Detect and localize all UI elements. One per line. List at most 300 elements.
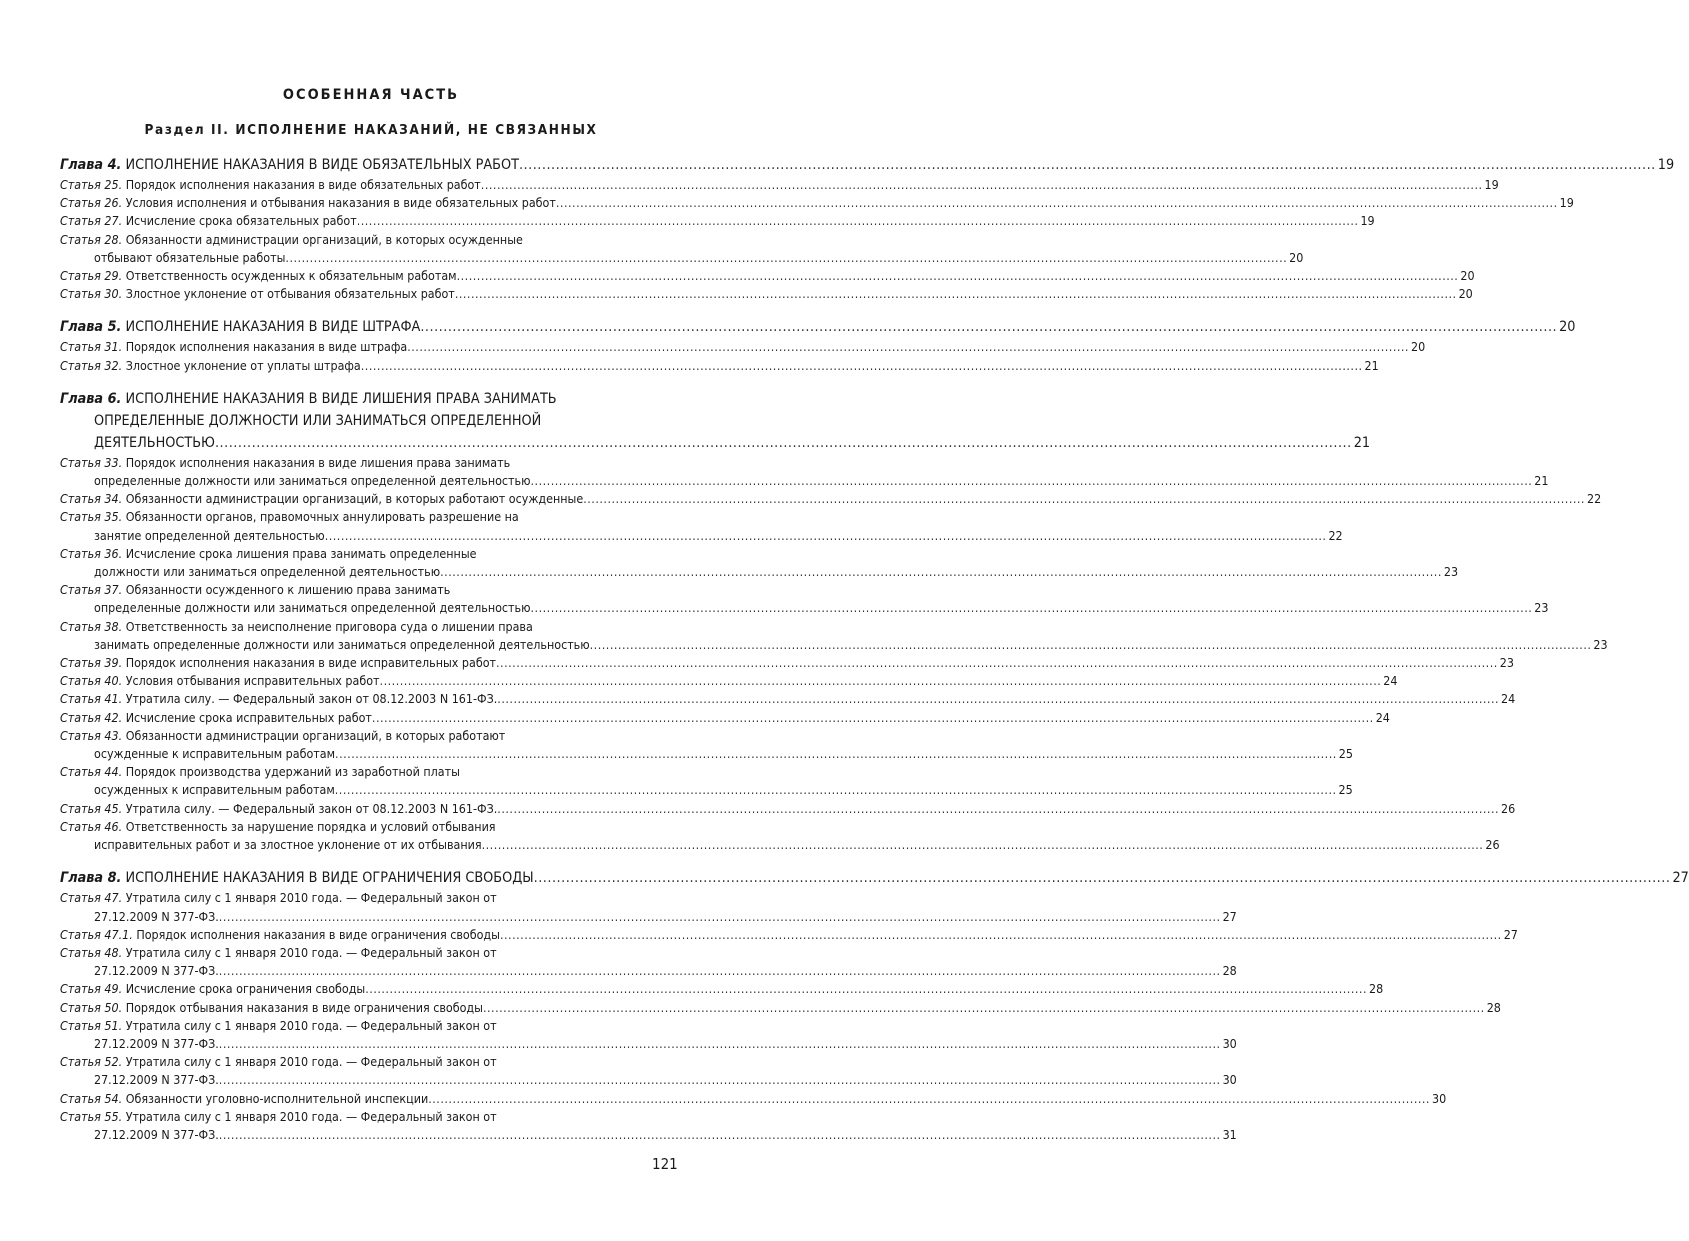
page-ref: 21 bbox=[1364, 357, 1379, 373]
toc-line bbox=[60, 727, 682, 745]
toc-text bbox=[60, 454, 510, 472]
article-entry bbox=[60, 357, 1379, 375]
article-entry bbox=[60, 176, 1499, 194]
article-title: 27.12.2009 N 377-ФЗ. bbox=[94, 908, 219, 924]
article-title: Условия исполнения и отбывания наказания в виде обязательных работ bbox=[125, 195, 556, 211]
toc-text bbox=[60, 1017, 497, 1035]
toc-text bbox=[94, 432, 215, 454]
toc-line bbox=[60, 267, 1475, 285]
toc-line bbox=[60, 432, 1371, 454]
article-title: Порядок исполнения наказания в виде лишения права занимать bbox=[125, 454, 511, 470]
toc-text bbox=[94, 1035, 219, 1053]
toc-text bbox=[60, 727, 505, 745]
article-title: определенные должности или заниматься определенной деятельностью bbox=[94, 600, 531, 616]
article-entry bbox=[60, 889, 1237, 925]
article-entry bbox=[60, 454, 1549, 490]
page-ref: 28 bbox=[1222, 963, 1237, 979]
article-entry bbox=[60, 654, 1514, 672]
dot-leader bbox=[583, 490, 1585, 508]
article-entry bbox=[60, 709, 1390, 727]
dot-leader bbox=[457, 267, 1459, 285]
article-entry bbox=[60, 800, 1516, 818]
page-ref: 20 bbox=[1559, 319, 1576, 336]
article-title: 27.12.2009 N 377-ФЗ. bbox=[94, 1126, 219, 1142]
toc-text bbox=[60, 889, 497, 907]
article-title: Обязанности администрации организаций, в которых работают осужденные bbox=[125, 491, 584, 507]
page-ref: 21 bbox=[1534, 473, 1549, 489]
toc-line bbox=[60, 563, 1459, 581]
article-entry bbox=[60, 818, 1500, 854]
article-title: Утратила силу. — Федеральный закон от 08.12.2003 N 161-ФЗ. bbox=[125, 800, 498, 816]
chapter-label: Глава 6. bbox=[60, 390, 122, 407]
toc-text bbox=[94, 908, 219, 926]
article-entry bbox=[60, 999, 1501, 1017]
toc-line bbox=[60, 154, 1675, 176]
article-title: занимать определенные должности или заниматься определенной деятельностью bbox=[94, 636, 590, 652]
dot-leader bbox=[534, 867, 1671, 889]
article-entry bbox=[60, 672, 1398, 690]
article-label: Статья 28. bbox=[60, 231, 123, 247]
article-title: Утратила силу с 1 января 2010 года. — Федеральный закон от bbox=[125, 1017, 497, 1033]
page-ref: 30 bbox=[1222, 1035, 1237, 1051]
toc-line bbox=[60, 781, 1353, 799]
dot-leader bbox=[372, 709, 1374, 727]
toc-text bbox=[60, 690, 497, 708]
page-ref: 30 bbox=[1431, 1090, 1447, 1106]
toc-line bbox=[60, 926, 1518, 944]
article-entry bbox=[60, 581, 1549, 617]
article-entry bbox=[60, 1053, 1237, 1089]
chapter-title: ИСПОЛНЕНИЕ НАКАЗАНИЯ В ВИДЕ ШТРАФА bbox=[125, 319, 421, 336]
article-title: осужденных к исправительным работам bbox=[94, 782, 335, 798]
article-title: Злостное уклонение от уплаты штрафа bbox=[125, 357, 361, 373]
article-label: Статья 40. bbox=[60, 673, 123, 689]
dot-leader bbox=[407, 338, 1409, 356]
article-label: Статья 32. bbox=[60, 357, 123, 373]
toc-line bbox=[60, 1126, 1237, 1144]
toc-text bbox=[94, 781, 335, 799]
article-title: Обязанности администрации организаций, в которых осужденные bbox=[125, 231, 523, 247]
article-label: Статья 43. bbox=[60, 727, 123, 743]
toc-line bbox=[60, 410, 682, 432]
toc-text bbox=[94, 599, 531, 617]
article-entry bbox=[60, 285, 1473, 303]
article-title: Обязанности уголовно-исполнительной инспекции bbox=[125, 1090, 429, 1106]
article-label: Статья 52. bbox=[60, 1054, 123, 1070]
page-ref: 27 bbox=[1222, 908, 1237, 924]
page-ref: 26 bbox=[1485, 837, 1500, 853]
article-label: Статья 26. bbox=[60, 195, 123, 211]
toc-text bbox=[60, 944, 497, 962]
chapter-heading bbox=[60, 154, 1675, 176]
article-entry bbox=[60, 490, 1602, 508]
dot-leader bbox=[440, 563, 1442, 581]
page-ref: 20 bbox=[1289, 249, 1304, 265]
toc-text bbox=[94, 962, 219, 980]
article-title: Исчисление срока лишения права занимать определенные bbox=[125, 545, 477, 561]
article-entry bbox=[60, 1090, 1447, 1108]
toc-line bbox=[60, 1071, 1237, 1089]
toc-text bbox=[60, 709, 372, 727]
article-title: Порядок исполнения наказания в виде штрафа bbox=[125, 339, 408, 355]
chapter-block bbox=[60, 316, 1576, 374]
page-ref: 23 bbox=[1534, 600, 1549, 616]
toc-text bbox=[60, 212, 357, 230]
toc-text bbox=[94, 472, 531, 490]
toc-text bbox=[60, 1090, 428, 1108]
dot-leader bbox=[361, 357, 1363, 375]
article-title: Ответственность за нарушение порядка и условий отбывания bbox=[125, 818, 496, 834]
toc-text bbox=[94, 636, 590, 654]
toc-text bbox=[60, 285, 455, 303]
article-title: 27.12.2009 N 377-ФЗ. bbox=[94, 963, 219, 979]
toc-line bbox=[60, 1035, 1237, 1053]
toc-text bbox=[94, 563, 440, 581]
page-ref: 31 bbox=[1222, 1126, 1237, 1142]
article-label: Статья 47. bbox=[60, 890, 123, 906]
article-entry bbox=[60, 690, 1516, 708]
toc-line bbox=[60, 636, 1608, 654]
article-entry bbox=[60, 1108, 1237, 1144]
toc-line bbox=[60, 836, 1500, 854]
article-label: Статья 27. bbox=[60, 213, 123, 229]
toc-line bbox=[60, 316, 1576, 338]
article-label: Статья 45. bbox=[60, 800, 123, 816]
article-title: Порядок исполнения наказания в виде ограничения свободы bbox=[136, 926, 500, 942]
article-title: Обязанности осужденного к лишению права занимать bbox=[125, 582, 451, 598]
article-title: Порядок производства удержаний из заработной платы bbox=[125, 764, 460, 780]
toc-text bbox=[60, 818, 496, 836]
toc-line bbox=[60, 338, 1426, 356]
toc-text bbox=[60, 508, 519, 526]
section-title: Раздел II. ИСПОЛНЕНИЕ НАКАЗАНИЙ, НЕ СВЯЗАННЫХ bbox=[144, 122, 598, 138]
dot-leader bbox=[483, 999, 1485, 1017]
dot-leader bbox=[365, 980, 1367, 998]
toc-line bbox=[60, 654, 1514, 672]
table-of-contents bbox=[60, 154, 1689, 1144]
toc-line bbox=[60, 388, 682, 410]
article-label: Статья 29. bbox=[60, 268, 123, 284]
toc-line bbox=[60, 944, 682, 962]
page-ref: 25 bbox=[1338, 746, 1353, 762]
toc-text bbox=[60, 1108, 497, 1126]
article-label: Статья 48. bbox=[60, 944, 123, 960]
chapter-label: Глава 8. bbox=[60, 870, 122, 887]
dot-leader bbox=[531, 472, 1533, 490]
book-page bbox=[60, 0, 1689, 1241]
article-title: Злостное уклонение от отбывания обязательных работ bbox=[125, 286, 455, 302]
toc-line bbox=[60, 618, 682, 636]
page-ref: 30 bbox=[1222, 1072, 1237, 1088]
chapter-title: ИСПОЛНЕНИЕ НАКАЗАНИЯ В ВИДЕ ОБЯЗАТЕЛЬНЫХ РАБОТ bbox=[125, 157, 519, 173]
toc-text bbox=[60, 194, 556, 212]
article-title: определенные должности или заниматься определенной деятельностью bbox=[94, 473, 531, 489]
toc-text bbox=[60, 999, 483, 1017]
toc-text bbox=[94, 745, 335, 763]
toc-text bbox=[60, 316, 420, 338]
page-number: 121 bbox=[652, 1155, 678, 1173]
toc-line bbox=[60, 508, 682, 526]
article-label: Статья 39. bbox=[60, 655, 123, 671]
article-entry bbox=[60, 194, 1574, 212]
article-entry bbox=[60, 1017, 1237, 1053]
toc-line bbox=[60, 745, 1353, 763]
toc-line bbox=[60, 962, 1237, 980]
toc-line bbox=[60, 672, 1398, 690]
page-ref: 20 bbox=[1460, 268, 1475, 284]
toc-text bbox=[60, 388, 557, 410]
toc-line bbox=[60, 818, 682, 836]
article-label: Статья 30. bbox=[60, 286, 123, 302]
dot-leader bbox=[215, 432, 1352, 454]
page-ref: 27 bbox=[1672, 870, 1689, 887]
toc-text bbox=[60, 867, 534, 889]
page-ref: 25 bbox=[1338, 782, 1353, 798]
article-label: Статья 51. bbox=[60, 1017, 123, 1033]
article-title: Порядок исполнения наказания в виде обязательных работ bbox=[125, 177, 481, 192]
dot-leader bbox=[219, 962, 1221, 980]
toc-line bbox=[60, 357, 1379, 375]
toc-text bbox=[60, 545, 477, 563]
toc-text bbox=[60, 231, 523, 249]
article-title: Порядок исполнения наказания в виде исправительных работ bbox=[125, 655, 497, 671]
dot-leader bbox=[420, 316, 1557, 338]
article-entry bbox=[60, 618, 1608, 654]
toc-line bbox=[60, 690, 1516, 708]
article-entry bbox=[60, 980, 1384, 998]
page-ref: 24 bbox=[1501, 691, 1516, 707]
toc-line bbox=[60, 908, 1237, 926]
dot-leader bbox=[531, 599, 1533, 617]
toc-text bbox=[60, 980, 365, 998]
toc-line bbox=[60, 176, 1499, 194]
article-label: Статья 38. bbox=[60, 618, 123, 634]
article-title: Исчисление срока исправительных работ bbox=[125, 709, 372, 725]
toc-text bbox=[60, 154, 519, 176]
dot-leader bbox=[497, 800, 1499, 818]
article-entry bbox=[60, 212, 1375, 230]
page-ref: 28 bbox=[1369, 981, 1384, 997]
article-title: Утратила силу с 1 января 2010 года. — Федеральный закон от bbox=[125, 1054, 497, 1070]
article-label: Статья 49. bbox=[60, 981, 123, 997]
page-ref: 19 bbox=[1360, 213, 1375, 229]
toc-text bbox=[94, 410, 541, 432]
toc-line bbox=[60, 581, 682, 599]
article-label: Статья 54. bbox=[60, 1090, 123, 1106]
toc-line bbox=[60, 599, 1549, 617]
article-title: исправительных работ и за злостное уклонение от их отбывания bbox=[94, 837, 482, 853]
toc-line bbox=[60, 1090, 1447, 1108]
toc-text bbox=[94, 527, 325, 545]
chapter-title: ИСПОЛНЕНИЕ НАКАЗАНИЯ В ВИДЕ ОГРАНИЧЕНИЯ СВОБОДЫ bbox=[125, 870, 534, 887]
toc-line bbox=[60, 980, 1384, 998]
toc-line bbox=[60, 212, 1375, 230]
toc-text bbox=[60, 267, 457, 285]
article-label: Статья 33. bbox=[60, 454, 123, 470]
dot-leader bbox=[219, 1035, 1221, 1053]
article-title: осужденные к исправительным работам bbox=[94, 746, 336, 762]
dot-leader bbox=[380, 672, 1382, 690]
toc-line bbox=[60, 999, 1501, 1017]
article-entry bbox=[60, 545, 1459, 581]
article-title: Ответственность за неисполнение приговора суда о лишении права bbox=[125, 618, 533, 634]
chapter-title: ИСПОЛНЕНИЕ НАКАЗАНИЯ В ВИДЕ ЛИШЕНИЯ ПРАВА ЗАНИМАТЬ bbox=[125, 390, 557, 407]
toc-line bbox=[60, 231, 682, 249]
dot-leader bbox=[500, 926, 1502, 944]
page-ref: 22 bbox=[1586, 491, 1602, 507]
toc-line bbox=[60, 194, 1574, 212]
article-entry bbox=[60, 926, 1518, 944]
chapter-block bbox=[60, 154, 1675, 303]
toc-line bbox=[60, 527, 1343, 545]
dot-leader bbox=[219, 908, 1221, 926]
chapter-title: ОПРЕДЕЛЕННЫЕ ДОЛЖНОСТИ ИЛИ ЗАНИМАТЬСЯ ОПРЕДЕЛЕННОЙ bbox=[94, 412, 542, 429]
article-title: 27.12.2009 N 377-ФЗ. bbox=[94, 1072, 219, 1088]
toc-line bbox=[60, 454, 682, 472]
article-label: Статья 25. bbox=[60, 177, 123, 192]
dot-leader bbox=[285, 249, 1287, 267]
toc-line bbox=[60, 472, 1549, 490]
page-ref: 24 bbox=[1383, 673, 1398, 689]
article-entry bbox=[60, 944, 1237, 980]
article-label: Статья 50. bbox=[60, 999, 123, 1015]
article-title: Утратила силу с 1 января 2010 года. — Федеральный закон от bbox=[125, 944, 497, 960]
toc-line bbox=[60, 867, 1689, 889]
dot-leader bbox=[590, 636, 1592, 654]
page-ref: 20 bbox=[1410, 339, 1426, 355]
article-title: Обязанности администрации организаций, в которых работают bbox=[125, 727, 506, 743]
toc-line bbox=[60, 1017, 682, 1035]
dot-leader bbox=[497, 690, 1499, 708]
article-label: Статья 36. bbox=[60, 545, 123, 561]
dot-leader bbox=[325, 527, 1327, 545]
toc-text bbox=[60, 618, 533, 636]
chapter-heading bbox=[60, 867, 1689, 889]
toc-line bbox=[60, 1108, 682, 1126]
toc-text bbox=[60, 338, 407, 356]
dot-leader bbox=[556, 194, 1558, 212]
dot-leader bbox=[496, 654, 1498, 672]
article-label: Статья 46. bbox=[60, 818, 123, 834]
part-title: ОСОБЕННАЯ ЧАСТЬ bbox=[282, 87, 460, 103]
article-entry bbox=[60, 231, 1304, 267]
toc-line bbox=[60, 545, 682, 563]
toc-text bbox=[60, 763, 460, 781]
chapter-heading bbox=[60, 316, 1576, 338]
article-label: Статья 42. bbox=[60, 709, 123, 725]
toc-text bbox=[94, 1071, 219, 1089]
article-entry bbox=[60, 508, 1343, 544]
article-entry bbox=[60, 727, 1353, 763]
page-ref: 23 bbox=[1593, 636, 1608, 652]
dot-leader bbox=[481, 176, 1483, 194]
article-title: Порядок отбывания наказания в виде ограничения свободы bbox=[125, 999, 483, 1015]
toc-line bbox=[60, 285, 1473, 303]
dot-leader bbox=[357, 212, 1359, 230]
article-title: Утратила силу с 1 января 2010 года. — Федеральный закон от bbox=[125, 890, 497, 906]
toc-line bbox=[60, 763, 682, 781]
toc-line bbox=[60, 709, 1390, 727]
toc-line bbox=[60, 1053, 682, 1071]
article-title: занятие определенной деятельностью bbox=[94, 527, 325, 543]
page-ref: 19 bbox=[1484, 177, 1499, 192]
article-label: Статья 35. bbox=[60, 509, 123, 525]
article-title: Ответственность осужденных к обязательным работам bbox=[125, 268, 457, 284]
toc-text bbox=[60, 1053, 497, 1071]
dot-leader bbox=[519, 154, 1656, 176]
chapter-label: Глава 5. bbox=[60, 319, 122, 336]
toc-line bbox=[60, 800, 1516, 818]
chapter-label: Глава 4. bbox=[60, 157, 122, 173]
dot-leader bbox=[219, 1071, 1221, 1089]
article-title: Обязанности органов, правомочных аннулировать разрешение на bbox=[125, 509, 519, 525]
article-title: Исчисление срока обязательных работ bbox=[125, 213, 357, 229]
article-label: Статья 47.1. bbox=[60, 926, 133, 942]
article-title: Условия отбывания исправительных работ bbox=[125, 673, 380, 689]
article-entry bbox=[60, 338, 1426, 356]
article-label: Статья 34. bbox=[60, 491, 123, 507]
article-title: 27.12.2009 N 377-ФЗ. bbox=[94, 1035, 219, 1051]
page-ref: 23 bbox=[1443, 564, 1459, 580]
page-ref: 19 bbox=[1559, 195, 1574, 211]
dot-leader bbox=[428, 1090, 1430, 1108]
page-ref: 19 bbox=[1657, 157, 1675, 173]
dot-leader bbox=[335, 781, 1337, 799]
dot-leader bbox=[335, 745, 1337, 763]
article-entry bbox=[60, 267, 1475, 285]
chapter-heading bbox=[60, 388, 1371, 454]
article-title: Утратила силу. — Федеральный закон от 08.12.2003 N 161-ФЗ. bbox=[125, 691, 498, 707]
page-ref: 21 bbox=[1353, 434, 1371, 451]
toc-text bbox=[60, 800, 497, 818]
page-ref: 27 bbox=[1503, 926, 1518, 942]
page-ref: 23 bbox=[1499, 655, 1514, 671]
page-ref: 26 bbox=[1501, 800, 1516, 816]
dot-leader bbox=[482, 836, 1484, 854]
chapter-block bbox=[60, 867, 1689, 1144]
toc-text bbox=[60, 357, 361, 375]
toc-text bbox=[60, 581, 450, 599]
page-ref: 22 bbox=[1328, 527, 1343, 543]
toc-text bbox=[94, 249, 285, 267]
dot-leader bbox=[455, 285, 1457, 303]
toc-text bbox=[94, 836, 482, 854]
toc-line bbox=[60, 889, 682, 907]
toc-text bbox=[60, 176, 481, 194]
toc-text bbox=[60, 654, 496, 672]
article-label: Статья 31. bbox=[60, 339, 123, 355]
chapter-block bbox=[60, 388, 1608, 854]
article-label: Статья 44. bbox=[60, 764, 123, 780]
toc-text bbox=[60, 926, 500, 944]
toc-text bbox=[60, 672, 380, 690]
page-ref: 24 bbox=[1375, 709, 1390, 725]
article-title: отбывают обязательные работы bbox=[94, 249, 286, 265]
toc-line bbox=[60, 249, 1304, 267]
toc-line bbox=[60, 490, 1602, 508]
article-title: должности или заниматься определенной деятельностью bbox=[94, 564, 441, 580]
article-title: Утратила силу с 1 января 2010 года. — Федеральный закон от bbox=[125, 1108, 497, 1124]
page-ref: 20 bbox=[1458, 286, 1473, 302]
dot-leader bbox=[219, 1126, 1221, 1144]
chapter-title: ДЕЯТЕЛЬНОСТЬЮ bbox=[94, 434, 215, 451]
article-entry bbox=[60, 763, 1353, 799]
toc-text bbox=[94, 1126, 219, 1144]
article-title: Исчисление срока ограничения свободы bbox=[125, 981, 366, 997]
toc-text bbox=[60, 490, 583, 508]
article-label: Статья 55. bbox=[60, 1108, 123, 1124]
page-ref: 28 bbox=[1486, 999, 1501, 1015]
